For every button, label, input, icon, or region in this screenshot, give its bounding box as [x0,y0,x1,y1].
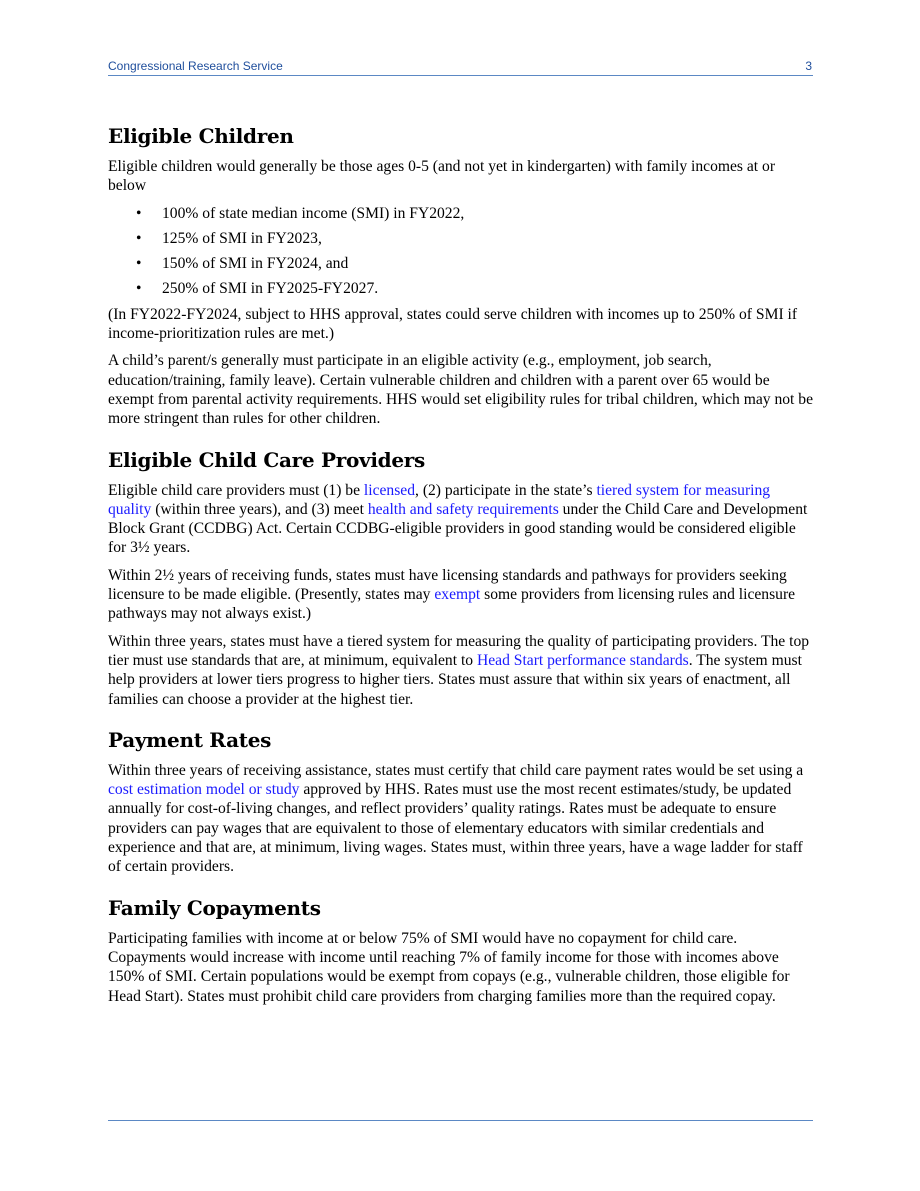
text-run: Within 2½ years of receiving funds, states must have licensing standards and pathways for providers seeking licensure to be made eligible. (Presently, states may [108,566,787,604]
header-organization: Congressional Research Service [108,59,283,73]
providers-paragraph-1 [108,481,814,558]
licensed-link[interactable]: licensed [363,481,416,499]
section-heading-eligible-children: Eligible Children [108,124,294,148]
exempt-link[interactable]: exempt [434,586,481,604]
text-run: Within three years, states must have a tiered system for measuring the quality of participating providers. The top tier must use standards that are, at minimum, equivalent to [108,632,810,669]
family-copayments-paragraph: Participating families with income at or below 75% of SMI would have no copayment for child care. Copayments would increase with income until reaching 7% of family income for those with incomes above 150% of SMI. Certain populations would be exempt from copays (e.g., vulnerable children, those eligible for Head Start). States must prohibit child care providers from charging families more than the required copay. [108,929,790,1005]
text-run: Eligible child care providers must (1) be [108,481,364,499]
list-item [108,204,814,223]
list-item-text: 100% of state median income (SMI) in FY2022, [162,204,465,222]
text-run: Within three years of receiving assistance, states must certify that child care payment rates would be set using a [108,761,804,779]
text-run: (within three years), and (3) meet [151,500,368,518]
head-start-standards-link[interactable]: Head Start performance standards [476,651,689,669]
payment-rates-paragraph [108,761,814,877]
tiered-system-link[interactable]: tiered system for measuring quality [108,481,771,518]
section-heading-family-copayments: Family Copayments [108,895,321,920]
text-run: approved by HHS. Rates must use the most recent estimates/study, be updated annually for cost-of-living changes, and reflect providers’ quality ratings. Rates must be adequate to ensure providers can pay wages that are equivalent to those of elementary educators with similar credentials and experience and that are, at minimum, living wages. States must, within three years, have a wage ladder for staff of certain providers. [108,781,803,876]
section-heading-payment-rates: Payment Rates [108,727,272,752]
eligible-children-paragraph-3: A child’s parent/s generally must participate in an eligible activity (e.g., employment, job search, education/training, family leave). Certain vulnerable children and children with a parent over 65 would be exempt from parental activity requirements. HHS would set eligibility rules for tribal children, which may not be more stringent than rules for other children. [108,352,814,428]
text-run: under the Child Care and Development Block Grant (CCDBG) Act. Certain CCDBG-eligible providers in good standing would be considered eligible for 3½ years. [108,500,808,557]
list-item-text: 150% of SMI in FY2024, and [162,255,349,273]
cost-estimation-link[interactable]: cost estimation model or study [108,781,300,799]
eligible-children-intro: Eligible children would generally be those ages 0-5 (and not yet in kindergarten) with family incomes at or below [108,158,776,195]
list-item [108,279,814,298]
income-threshold-list [108,204,814,299]
bullet-icon: • [136,255,142,273]
page-number: 3 [805,59,812,73]
list-item-text: 250% of SMI in FY2025-FY2027. [162,280,379,298]
bullet-icon: • [136,204,142,222]
document-body [108,123,814,1014]
bullet-icon: • [136,280,142,298]
footer-divider [108,1120,813,1121]
providers-paragraph-2 [108,566,814,624]
eligible-children-paragraph-2: (In FY2022-FY2024, subject to HHS approval, states could serve children with incomes up to 250% of SMI if income-prioritization rules are met.) [108,305,798,343]
list-item [108,254,814,273]
list-item [108,229,814,248]
providers-paragraph-3 [108,632,814,709]
text-run: , (2) participate in the state’s [415,481,597,499]
text-run: some providers from licensing rules and licensure pathways may not always exist.) [108,586,796,623]
text-run: . The system must help providers at lower tiers progress to higher tiers. States must assure that within six years of enactment, all families can choose a provider at the highest tier. [108,651,802,708]
bullet-icon: • [136,229,142,247]
section-heading-eligible-providers: Eligible Child Care Providers [108,447,425,472]
page-header [108,58,813,76]
list-item-text: 125% of SMI in FY2023, [162,229,322,247]
health-safety-link[interactable]: health and safety requirements [367,500,559,518]
